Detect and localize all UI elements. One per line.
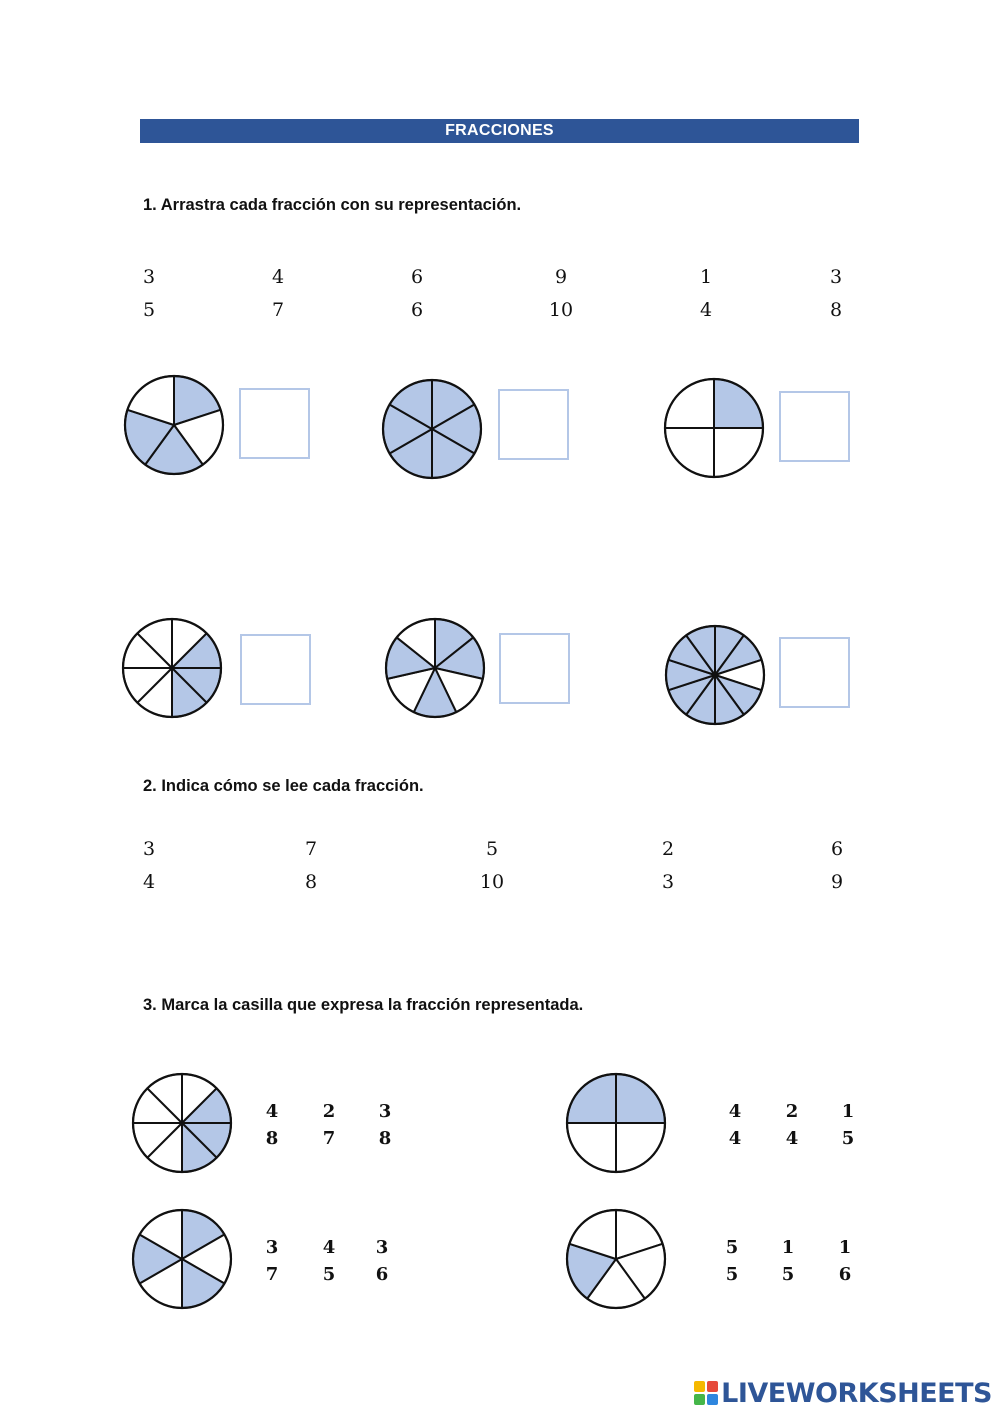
- option-fraction[interactable]: [772, 1103, 812, 1148]
- numerator: 6: [830, 838, 844, 860]
- denominator: 4: [785, 1128, 799, 1149]
- draggable-fraction[interactable]: [686, 268, 726, 320]
- liveworksheets-logo-icon: [693, 1380, 719, 1406]
- draggable-fraction[interactable]: [541, 268, 581, 320]
- fraction-pie: [130, 1207, 234, 1311]
- numerator: 3: [375, 1237, 389, 1258]
- option-fraction[interactable]: [828, 1103, 868, 1148]
- denominator: 6: [410, 298, 424, 321]
- numerator: 7: [304, 838, 318, 860]
- fraction: [472, 840, 512, 892]
- exercise-1-instruction: 1. Arrastra cada fracción con su representación.: [143, 196, 522, 214]
- numerator: 2: [785, 1101, 799, 1122]
- denominator: 8: [265, 1128, 279, 1149]
- option-fraction[interactable]: [715, 1103, 755, 1148]
- denominator: 4: [142, 870, 156, 893]
- fraction-pie: [663, 623, 767, 727]
- fraction-pie: [122, 373, 226, 477]
- denominator: 4: [699, 298, 713, 321]
- denominator: 7: [322, 1128, 336, 1149]
- option-fraction[interactable]: [252, 1103, 292, 1148]
- drop-box[interactable]: [239, 388, 310, 459]
- option-fraction[interactable]: [365, 1103, 405, 1148]
- numerator: 6: [410, 266, 424, 288]
- denominator: 7: [265, 1264, 279, 1285]
- denominator: 9: [830, 870, 844, 893]
- option-fraction[interactable]: [362, 1239, 402, 1284]
- fraction: [129, 840, 169, 892]
- numerator: 3: [829, 266, 843, 288]
- fraction-pie: [380, 377, 484, 481]
- denominator: 6: [838, 1264, 852, 1285]
- denominator: 5: [322, 1264, 336, 1285]
- numerator: 3: [265, 1237, 279, 1258]
- drop-box[interactable]: [779, 391, 850, 462]
- numerator: 5: [725, 1237, 739, 1258]
- drop-box[interactable]: [498, 389, 569, 460]
- fraction: [648, 840, 688, 892]
- logo-text: LIVEWORKSHEETS: [721, 1377, 992, 1409]
- exercise-3-instruction: 3. Marca la casilla que expresa la fracción representada.: [143, 996, 584, 1014]
- fraction-pie: [564, 1207, 668, 1311]
- denominator: 10: [479, 870, 505, 893]
- numerator: 1: [838, 1237, 852, 1258]
- numerator: 4: [265, 1101, 279, 1122]
- numerator: 1: [699, 266, 713, 288]
- option-fraction[interactable]: [252, 1239, 292, 1284]
- numerator: 3: [142, 266, 156, 288]
- denominator: 10: [548, 298, 574, 321]
- fraction-pie: [564, 1071, 668, 1175]
- option-fraction[interactable]: [712, 1239, 752, 1284]
- draggable-fraction[interactable]: [397, 268, 437, 320]
- fraction: [817, 840, 857, 892]
- fraction-pie: [120, 616, 224, 720]
- denominator: 5: [725, 1264, 739, 1285]
- fraction-pie: [662, 376, 766, 480]
- draggable-fraction[interactable]: [258, 268, 298, 320]
- numerator: 3: [378, 1101, 392, 1122]
- exercise-2-instruction: 2. Indica cómo se lee cada fracción.: [143, 777, 424, 795]
- denominator: 5: [142, 298, 156, 321]
- page-title: FRACCIONES: [140, 119, 859, 143]
- numerator: 4: [728, 1101, 742, 1122]
- numerator: 4: [322, 1237, 336, 1258]
- option-fraction[interactable]: [309, 1239, 349, 1284]
- option-fraction[interactable]: [825, 1239, 865, 1284]
- numerator: 2: [661, 838, 675, 860]
- denominator: 5: [841, 1128, 855, 1149]
- fraction-pie: [130, 1071, 234, 1175]
- numerator: 9: [554, 266, 568, 288]
- draggable-fraction[interactable]: [129, 268, 169, 320]
- fraction-pie: [383, 616, 487, 720]
- denominator: 6: [375, 1264, 389, 1285]
- numerator: 1: [841, 1101, 855, 1122]
- liveworksheets-logo: [693, 1377, 992, 1409]
- numerator: 3: [142, 838, 156, 860]
- numerator: 4: [271, 266, 285, 288]
- draggable-fraction[interactable]: [816, 268, 856, 320]
- denominator: 3: [661, 870, 675, 893]
- option-fraction[interactable]: [768, 1239, 808, 1284]
- numerator: 5: [485, 838, 499, 860]
- numerator: 1: [781, 1237, 795, 1258]
- denominator: 4: [728, 1128, 742, 1149]
- drop-box[interactable]: [499, 633, 570, 704]
- drop-box[interactable]: [240, 634, 311, 705]
- fraction: [291, 840, 331, 892]
- denominator: 8: [304, 870, 318, 893]
- denominator: 8: [378, 1128, 392, 1149]
- option-fraction[interactable]: [309, 1103, 349, 1148]
- numerator: 2: [322, 1101, 336, 1122]
- drop-box[interactable]: [779, 637, 850, 708]
- denominator: 8: [829, 298, 843, 321]
- denominator: 5: [781, 1264, 795, 1285]
- denominator: 7: [271, 298, 285, 321]
